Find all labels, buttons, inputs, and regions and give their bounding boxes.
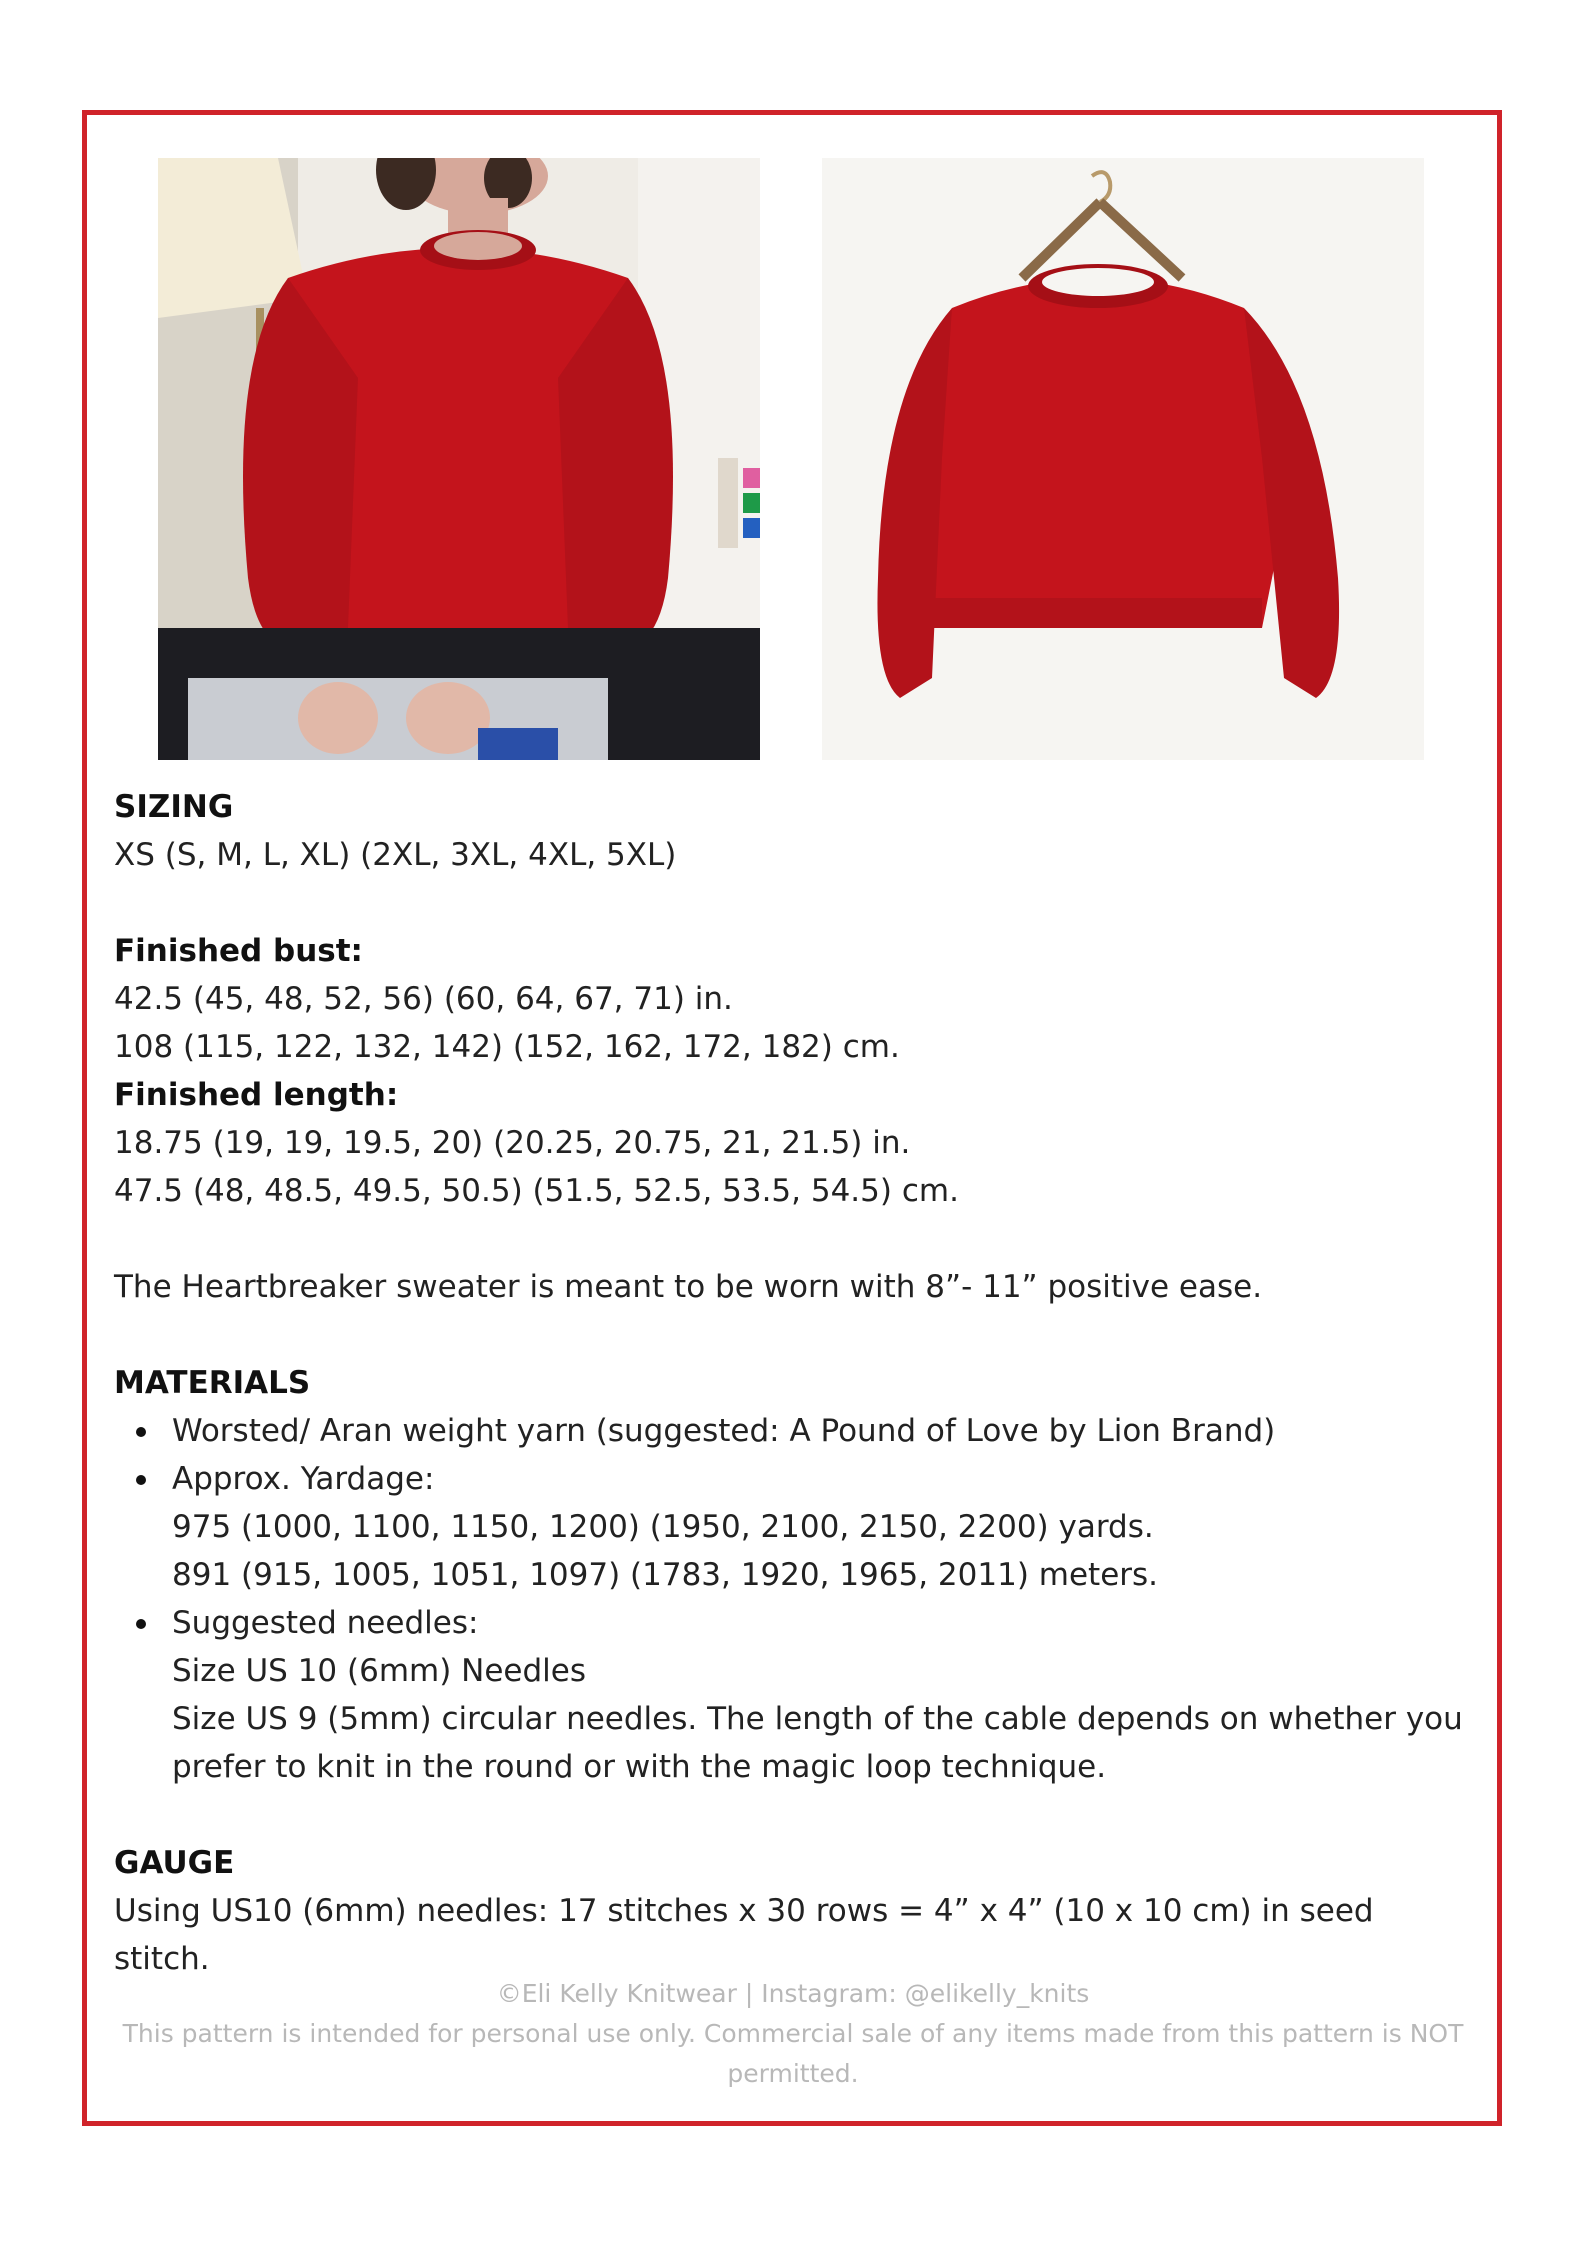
pattern-info <box>114 783 1474 1983</box>
materials-heading: MATERIALS <box>114 1365 311 1401</box>
yarn-text: Worsted/ Aran weight yarn (suggested: A Pound of Love by Lion Brand) <box>172 1413 1276 1449</box>
needles-size-10: Size US 10 (6mm) Needles <box>172 1653 587 1689</box>
list-item <box>172 1599 1474 1791</box>
gauge-heading: GAUGE <box>114 1845 235 1881</box>
ease-note: The Heartbreaker sweater is meant to be worn with 8”- 11” positive ease. <box>114 1269 1263 1305</box>
footer-notice: This pattern is intended for personal use only. Commercial sale of any items made from this pattern is NOT permitted. <box>122 2019 1464 2088</box>
gauge-text: Using US10 (6mm) needles: 17 stitches x 30 rows = 4” x 4” (10 x 10 cm) in seed stitch. <box>114 1893 1374 1977</box>
length-inches: 18.75 (19, 19, 19.5, 20) (20.25, 20.75, 21, 21.5) in. <box>114 1125 911 1161</box>
bust-heading: Finished bust: <box>114 933 363 969</box>
length-cm: 47.5 (48, 48.5, 49.5, 50.5) (51.5, 52.5, 53.5, 54.5) cm. <box>114 1173 959 1209</box>
yardage-label: Approx. Yardage: <box>172 1461 435 1497</box>
sizing-heading: SIZING <box>114 789 234 825</box>
footer-credit: ©Eli Kelly Knitwear | Instagram: @elikelly_knits <box>496 1979 1090 2008</box>
sizes-text: XS (S, M, L, XL) (2XL, 3XL, 4XL, 5XL) <box>114 837 677 873</box>
materials-list <box>114 1407 1474 1791</box>
list-item <box>172 1407 1474 1455</box>
bust-inches: 42.5 (45, 48, 52, 56) (60, 64, 67, 71) in. <box>114 981 733 1017</box>
footer <box>115 1974 1471 2094</box>
yardage-meters: 891 (915, 1005, 1051, 1097) (1783, 1920, 1965, 2011) meters. <box>172 1557 1159 1593</box>
yardage-yards: 975 (1000, 1100, 1150, 1200) (1950, 2100, 2150, 2200) yards. <box>172 1509 1154 1545</box>
needles-label: Suggested needles: <box>172 1605 479 1641</box>
needles-size-9: Size US 9 (5mm) circular needles. The length of the cable depends on whether you prefer to knit in the round or with the magic loop technique. <box>172 1701 1463 1785</box>
bust-cm: 108 (115, 122, 132, 142) (152, 162, 172, 182) cm. <box>114 1029 900 1065</box>
hanger-photo <box>822 158 1424 760</box>
model-photo <box>158 158 760 760</box>
length-heading: Finished length: <box>114 1077 399 1113</box>
list-item <box>172 1455 1474 1599</box>
